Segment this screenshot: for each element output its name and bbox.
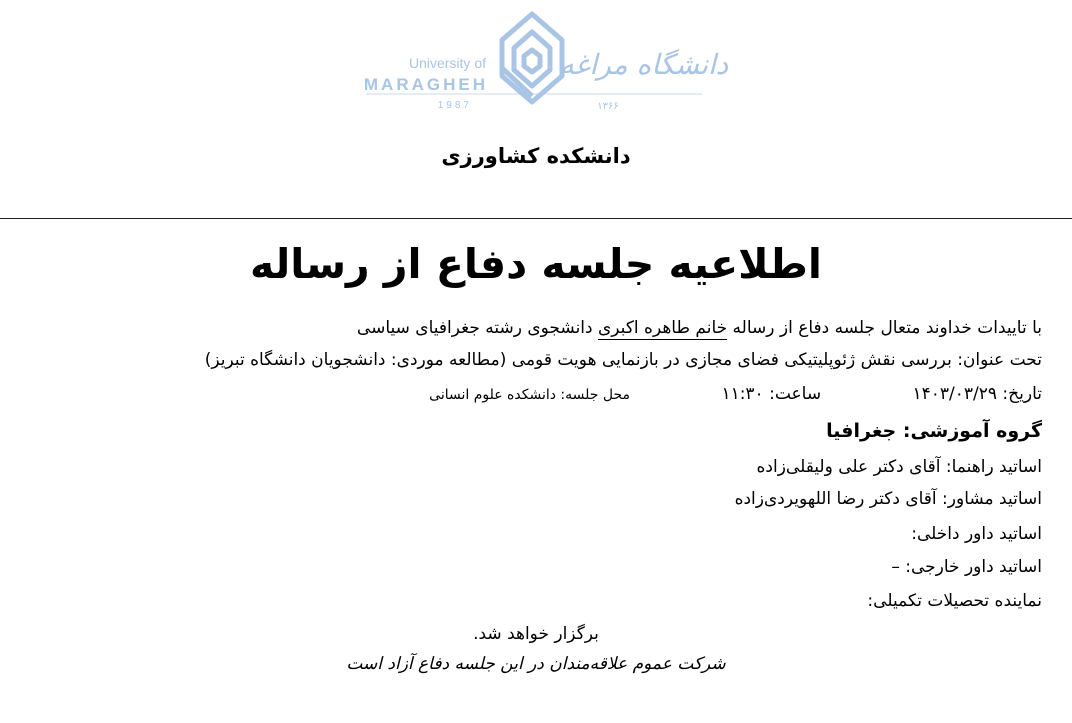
department: گروه آموزشی: جغرافیا [826, 420, 1042, 442]
intro-prefix: با تاییدات خداوند متعال جلسه دفاع از رساله [732, 318, 1042, 338]
page-header [0, 0, 1072, 219]
supervisor-line: اساتید راهنما: آقای دکتر علی ولیقلی‌زاده [756, 457, 1042, 477]
faculty-name: دانشکده کشاورزی [441, 144, 631, 168]
header-divider [0, 218, 1072, 219]
thesis-subject: تحت عنوان: بررسی نقش ژئوپلیتیکی فضای مجازی در بازنمایی هویت قومی (مطالعه موردی: دانشجویان دانشگاه تبریز) [204, 350, 1042, 370]
defense-place: محل جلسه: دانشکده علوم انسانی [429, 387, 631, 403]
defense-time: ساعت: ۱۱:۳۰ [721, 384, 822, 404]
graduate-rep-line: نماینده تحصیلات تکمیلی: [867, 591, 1042, 611]
logo-persian-year: ۱۳۶۶ [597, 101, 619, 112]
student-name: خانم طاهره اکبری [598, 318, 728, 338]
logo-english-year: 1987 [437, 100, 472, 111]
held-notice [0, 624, 1072, 644]
intro-line [357, 318, 1042, 338]
logo-persian-name: دانشگاه مراغه [559, 48, 729, 81]
emblem-icon [502, 14, 562, 102]
defense-date: تاریخ: ۱۴۰۳/۰۳/۲۹ [912, 384, 1042, 404]
advisor-line: اساتید مشاور: آقای دکتر رضا اللهویردی‌زاده [734, 489, 1042, 509]
logo-english-line2: MARAGHEH [363, 75, 488, 94]
university-logo [362, 8, 729, 118]
internal-examiner-line: اساتید داور داخلی: [911, 524, 1042, 544]
schedule-line [429, 384, 1042, 404]
logo-english-line1: University of [408, 55, 486, 71]
intro-suffix: دانشجوی رشته جغرافیای سیاسی [356, 318, 593, 338]
public-attendance-note: شرکت عموم علاقه‌مندان در این جلسه دفاع آزاد است [346, 654, 726, 674]
announcement-title: اطلاعیه جلسه دفاع از رساله [250, 240, 822, 288]
held-text: برگزار خواهد شد. [473, 624, 599, 644]
external-examiner-line: اساتید داور خارجی: – [891, 557, 1042, 577]
